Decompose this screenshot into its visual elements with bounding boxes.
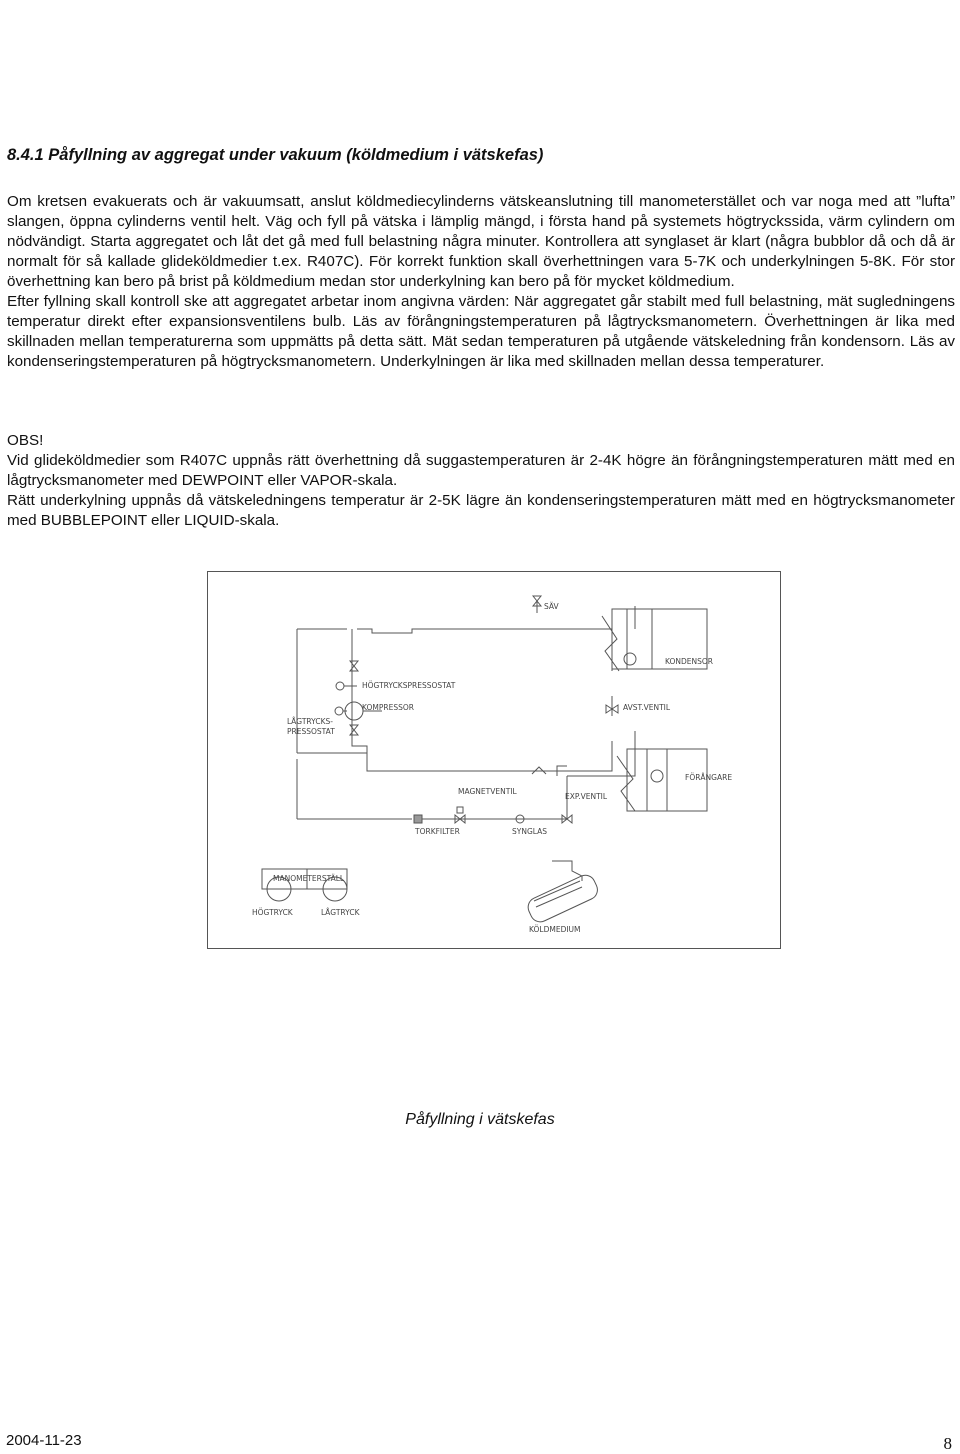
- evaporator-coil: [617, 756, 635, 811]
- condenser-fan-icon: [624, 653, 636, 665]
- label-exp-ventil: EXP.VENTIL: [565, 792, 608, 801]
- label-sav: SÄV: [544, 602, 559, 611]
- label-kondensor: KONDENSOR: [665, 657, 714, 666]
- schematic-frame: [208, 572, 781, 949]
- obs-line-superheat: Vid glideköldmedier som R407C uppnås rätt överhettning då suggastemperaturen är 2-4K högre än förångningstemperaturen mätt med en lågtrycksmanometer med DEWPOINT eller VAPOR-skala.: [7, 452, 955, 489]
- high-pressure-switch-icon: [336, 682, 344, 690]
- paragraph-filling-procedure: Om kretsen evakuerats och är vakuumsatt, anslut köldmediecylinderns vätskeanslutning till manometerstället och var noga med att ”lufta” slangen, öppna cylinderns ventil helt. Väg och fyll på vätska i lämplig mängd, i första hand på systemets högtryckssida, värm cylindern om nödvändigt. Starta aggregatet och låt det gå med full belastning några minuter. Kontrollera att synglaset är klart (några bubblor då och då är normalt för så kallade glideköldmedier t.ex. R407C). För korrekt funktion skall överhettningen vara 5-7K och underkylningen 5-8K. För stor överhettning kan bero på brist på köldmedium medan stor underkylning kan bero på för mycket köldmedium.: [7, 193, 955, 290]
- section-heading: 8.4.1 Påfyllning av aggregat under vakuum (köldmedium i vätskefas): [7, 146, 544, 164]
- label-lagtryckspressostat-2: PRESSOSTAT: [287, 727, 335, 736]
- label-kompressor: KOMPRESSOR: [362, 703, 414, 712]
- filter-drier-icon: [414, 815, 422, 823]
- label-torkfilter: TORKFILTER: [415, 827, 460, 836]
- obs-note: [7, 431, 955, 531]
- pipe-to-evaporator: [567, 731, 635, 776]
- label-manometerstall: MANOMETERSTÄLL: [273, 874, 345, 883]
- valve-top-icon: [350, 661, 358, 671]
- condenser-coil: [602, 616, 619, 671]
- paragraph-verification: Efter fyllning skall kontroll ske att aggregatet arbetar inom angivna värden: När aggregatet går stabilt med full belastning, mät sugledningens temperatur direkt efter expansionsventilens bulb. Läs av förångningstemperaturen på lågtrycksmanometern. Överhettningen är lika med skillnaden mellan temperaturerna som uppmätts på detta sätt. Mät sedan temperaturen på utgående vätskeledning från kondensorn. Läs av kondenseringstemperaturen på högtrycksmanometern. Underkylningen är lika med skillnaden mellan dessa temperaturer.: [7, 293, 955, 370]
- label-magnetventil: MAGNETVENTIL: [458, 787, 517, 796]
- condenser-lines: [612, 609, 652, 669]
- label-forangare: FÖRÅNGARE: [685, 773, 733, 782]
- pipe-inner-loop: [352, 629, 612, 771]
- body-paragraphs: [7, 192, 955, 372]
- valve-compressor-icon: [350, 725, 358, 735]
- pipe-top: [357, 629, 532, 633]
- cylinder-liquid-hatch: [534, 881, 582, 907]
- label-hogtryck: HÖGTRYCK: [252, 908, 293, 917]
- obs-label: OBS!: [7, 432, 44, 449]
- obs-line-subcooling: Rätt underkylning uppnås då vätskeledningens temperatur är 2-5K lägre än kondenseringstemperaturen mätt med en högtrycksmanometer med BUBBLEPOINT eller LIQUID-skala.: [7, 492, 955, 529]
- refrigerant-cylinder-icon: [525, 872, 601, 925]
- footer-date: 2004-11-23: [6, 1432, 82, 1449]
- label-hogtryckspressostat: HÖGTRYCKSPRESSOSTAT: [362, 681, 456, 690]
- pipe-right-top: [532, 629, 612, 671]
- figure-caption: Påfyllning i vätskefas: [405, 1111, 555, 1128]
- compressor-icon: [345, 702, 363, 720]
- low-pressure-switch-icon: [335, 707, 343, 715]
- refrigeration-schematic: [207, 571, 781, 949]
- page-number: 8: [943, 1434, 952, 1453]
- label-koldmedium: KÖLDMEDIUM: [529, 925, 581, 934]
- condenser-box: [612, 609, 652, 669]
- label-lagtryck: LÅGTRYCK: [321, 908, 360, 917]
- solenoid-coil-icon: [457, 807, 463, 813]
- evaporator-fan-icon: [651, 770, 663, 782]
- label-avst-ventil: AVST.VENTIL: [623, 703, 671, 712]
- label-lagtryckspressostat-1: LÅGTRYCKS-: [287, 717, 333, 726]
- label-synglas: SYNGLAS: [512, 827, 548, 836]
